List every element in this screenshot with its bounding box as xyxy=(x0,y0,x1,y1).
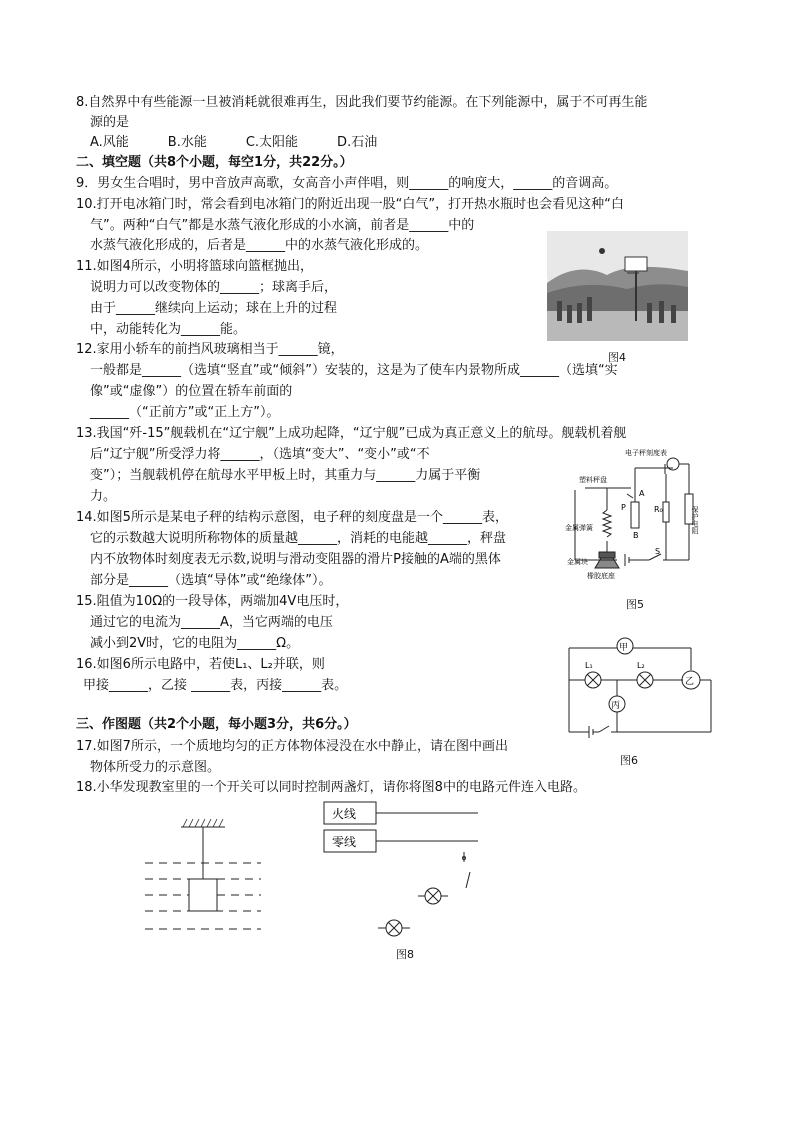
q11-line1: 11.如图4所示，小明将篮球向篮框抛出， xyxy=(76,259,313,274)
q10-line3: 水蒸气液化形成的，后者是______中的水蒸气液化形成的。 xyxy=(90,238,429,253)
fig5-B-label: B xyxy=(633,531,639,540)
q10-line2: 气”。两种“白气”都是水蒸气液化形成的小水滴，前者是______中的 xyxy=(90,218,475,233)
fig5-S-label: S xyxy=(655,547,661,556)
q18: 18.小华发现教室里的一个开关可以同时控制两盏灯，请你将图8中的电路元件连入电路。 xyxy=(76,780,586,795)
fig5-spring-label: 金属弹簧 xyxy=(565,524,593,532)
fig6-bing-label: 丙 xyxy=(611,701,621,711)
fig6-L1-label: L₁ xyxy=(585,661,593,670)
q9: 9．男女生合唱时，男中音放声高歌，女高音小声伴唱，则______的响度大，______的音调高。 xyxy=(76,176,618,191)
q13-line4: 力。 xyxy=(90,489,117,504)
fig5-caption: 图5 xyxy=(626,598,644,611)
q12-line2: 一般都是______（选填“竖直”或“倾斜”）安装的，这是为了使车内景物所成______（选填“实 xyxy=(90,363,618,378)
q10-line1: 10.打开电冰箱门时，常会看到电冰箱门的附近出现一股“白气”，打开热水瓶时也会看见这种“白 xyxy=(76,197,624,212)
fig8-wiring xyxy=(320,800,490,940)
basketball-photo xyxy=(547,231,688,341)
q8-line2: 源的是 xyxy=(90,115,130,130)
section-2-heading: 二、填空题（共8个小题，每空1分，共22分。） xyxy=(76,155,353,170)
q12-line1: 12.家用小轿车的前挡风玻璃相当于______镜， xyxy=(76,342,344,357)
fig5-P-label: P xyxy=(621,503,626,512)
q16-line1: 16.如图6所示电路中，若使L₁、L₂并联，则 xyxy=(76,657,325,672)
fig8-caption: 图8 xyxy=(396,948,414,961)
fig5-scale-circuit xyxy=(565,450,705,580)
q14-line3: 内不放物体时刻度表无示数,说明与滑动变阻器的滑片P接触的A端的黑体 xyxy=(90,552,501,567)
q12-line3: 像”或“虚像”）的位置在轿车前面的 xyxy=(90,384,293,399)
fig5-meter-label: 电子秤刻度表 xyxy=(625,449,667,457)
fig5-protect-label: 保护电阻 xyxy=(691,506,699,534)
fig5-base-label: 橡胶底座 xyxy=(587,572,615,580)
q8-options: A.风能 B.水能 C.太阳能 D.石油 xyxy=(90,135,378,150)
fig8-live-wire-label: 火线 xyxy=(332,807,357,821)
fig5-R0-label: R₀ xyxy=(654,505,663,514)
fig6-caption: 图6 xyxy=(620,754,638,767)
q17-line2: 物体所受力的示意图。 xyxy=(90,760,221,775)
q15-line2: 通过它的电流为______A，当它两端的电压 xyxy=(90,615,333,630)
q11-line3: 由于______继续向上运动；球在上升的过程 xyxy=(90,301,338,316)
q13-line1: 13.我国“歼-15”舰载机在“辽宁舰”上成功起降，“辽宁舰”已成为真正意义上的航母。舰载机着舰 xyxy=(76,426,627,441)
fig8-neutral-wire-label: 零线 xyxy=(332,835,357,849)
section-3-heading: 三、作图题（共2个小题，每小题3分，共6分。） xyxy=(76,717,357,732)
fig7-cube-in-water xyxy=(145,815,265,955)
q15-line3: 减小到2V时，它的电阻为______Ω。 xyxy=(90,636,300,651)
fig4-caption: 图4 xyxy=(608,351,626,364)
q14-line1: 14.如图5所示是某电子秤的结构示意图，电子秤的刻度盘是一个______表， xyxy=(76,510,508,525)
q17-line1: 17.如图7所示，一个质地均匀的正方体物体浸没在水中静止，请在图中画出 xyxy=(76,739,508,754)
q13-line3: 变”）；当舰载机停在航母水平甲板上时，其重力与______力属于平衡 xyxy=(90,468,481,483)
fig6-yi-label: 乙 xyxy=(685,677,695,687)
q12-line4: ______（“正前方”或“正上方”）。 xyxy=(90,405,280,420)
q14-line4: 部分是______（选填“导体”或“绝缘体”）。 xyxy=(90,573,332,588)
q14-line2: 它的示数越大说明所称物体的质量越______，消耗的电能越______，秤盘 xyxy=(90,531,507,546)
q15-line1: 15.阻值为10Ω的一段导体，两端加4V电压时， xyxy=(76,594,349,609)
q16-line2: 甲接______，乙接 ______表，丙接______表。 xyxy=(83,678,348,693)
fig6-L2-label: L₂ xyxy=(637,661,645,670)
fig5-A-label: A xyxy=(639,489,645,498)
fig5-block-label: 金属块 xyxy=(567,558,588,566)
fig5-pan-label: 塑料秤盘 xyxy=(579,476,607,484)
q11-line2: 说明力可以改变物体的______；球离手后， xyxy=(90,280,338,295)
q13-line2: 后“辽宁舰”所受浮力将______，（选填“变大”、“变小”或“不 xyxy=(90,447,430,462)
q11-line4: 中，动能转化为______能。 xyxy=(90,322,247,337)
fig6-lamp-circuit xyxy=(565,636,715,736)
q8-line1: 8.自然界中有些能源一旦被消耗就很难再生，因此我们要节约能源。在下列能源中，属于不可再生能 xyxy=(76,95,648,110)
fig6-jia-label: 甲 xyxy=(619,643,629,653)
